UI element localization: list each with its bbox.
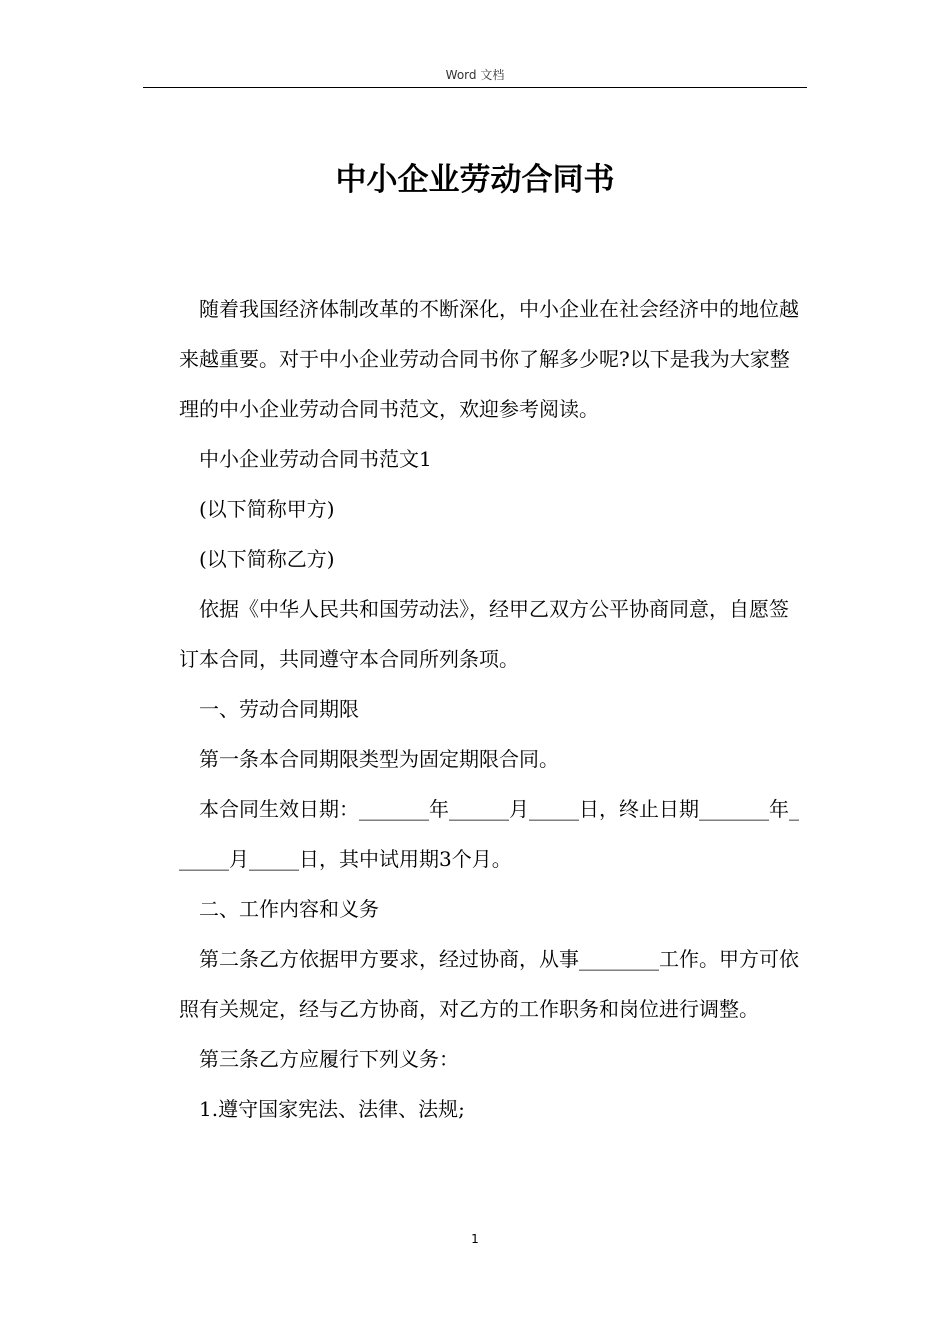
paragraph-article-3: 第三条乙方应履行下列义务： xyxy=(199,1047,459,1071)
paragraph-effective-date: 本合同生效日期：_______年______月_____日，终止日期_______年______月_____日，其中试用期3个月。 xyxy=(179,797,799,871)
page-number: 1 xyxy=(471,1232,479,1246)
section-heading-term: 一、劳动合同期限 xyxy=(199,697,359,721)
section-heading-duties: 二、工作内容和义务 xyxy=(199,897,379,921)
paragraph-article-1: 第一条本合同期限类型为固定期限合同。 xyxy=(199,747,559,771)
paragraph-article-2: 第二条乙方依据甲方要求，经过协商，从事________工作。甲方可依照有关规定，经与乙方协商，对乙方的工作职务和岗位进行调整。 xyxy=(179,947,799,1021)
header-divider xyxy=(143,87,807,88)
document-title: 中小企业劳动合同书 xyxy=(335,162,615,198)
paragraph-party-b: (以下简称乙方) xyxy=(199,547,335,571)
paragraph-obligation-1: 1.遵守国家宪法、法律、法规; xyxy=(199,1097,465,1121)
paragraph-party-a: (以下简称甲方) xyxy=(199,497,335,521)
page-header-label: Word 文档 xyxy=(445,68,505,82)
document-body xyxy=(179,284,805,1134)
paragraph-intro: 随着我国经济体制改革的不断深化，中小企业在社会经济中的地位越来越重要。对于中小企业劳动合同书你了解多少呢?以下是我为大家整理的中小企业劳动合同书范文，欢迎参考阅读。 xyxy=(179,297,799,421)
paragraph-basis: 依据《中华人民共和国劳动法》，经甲乙双方公平协商同意，自愿签订本合同，共同遵守本合同所列条项。 xyxy=(179,597,789,671)
paragraph-sample-heading: 中小企业劳动合同书范文1 xyxy=(199,447,432,471)
